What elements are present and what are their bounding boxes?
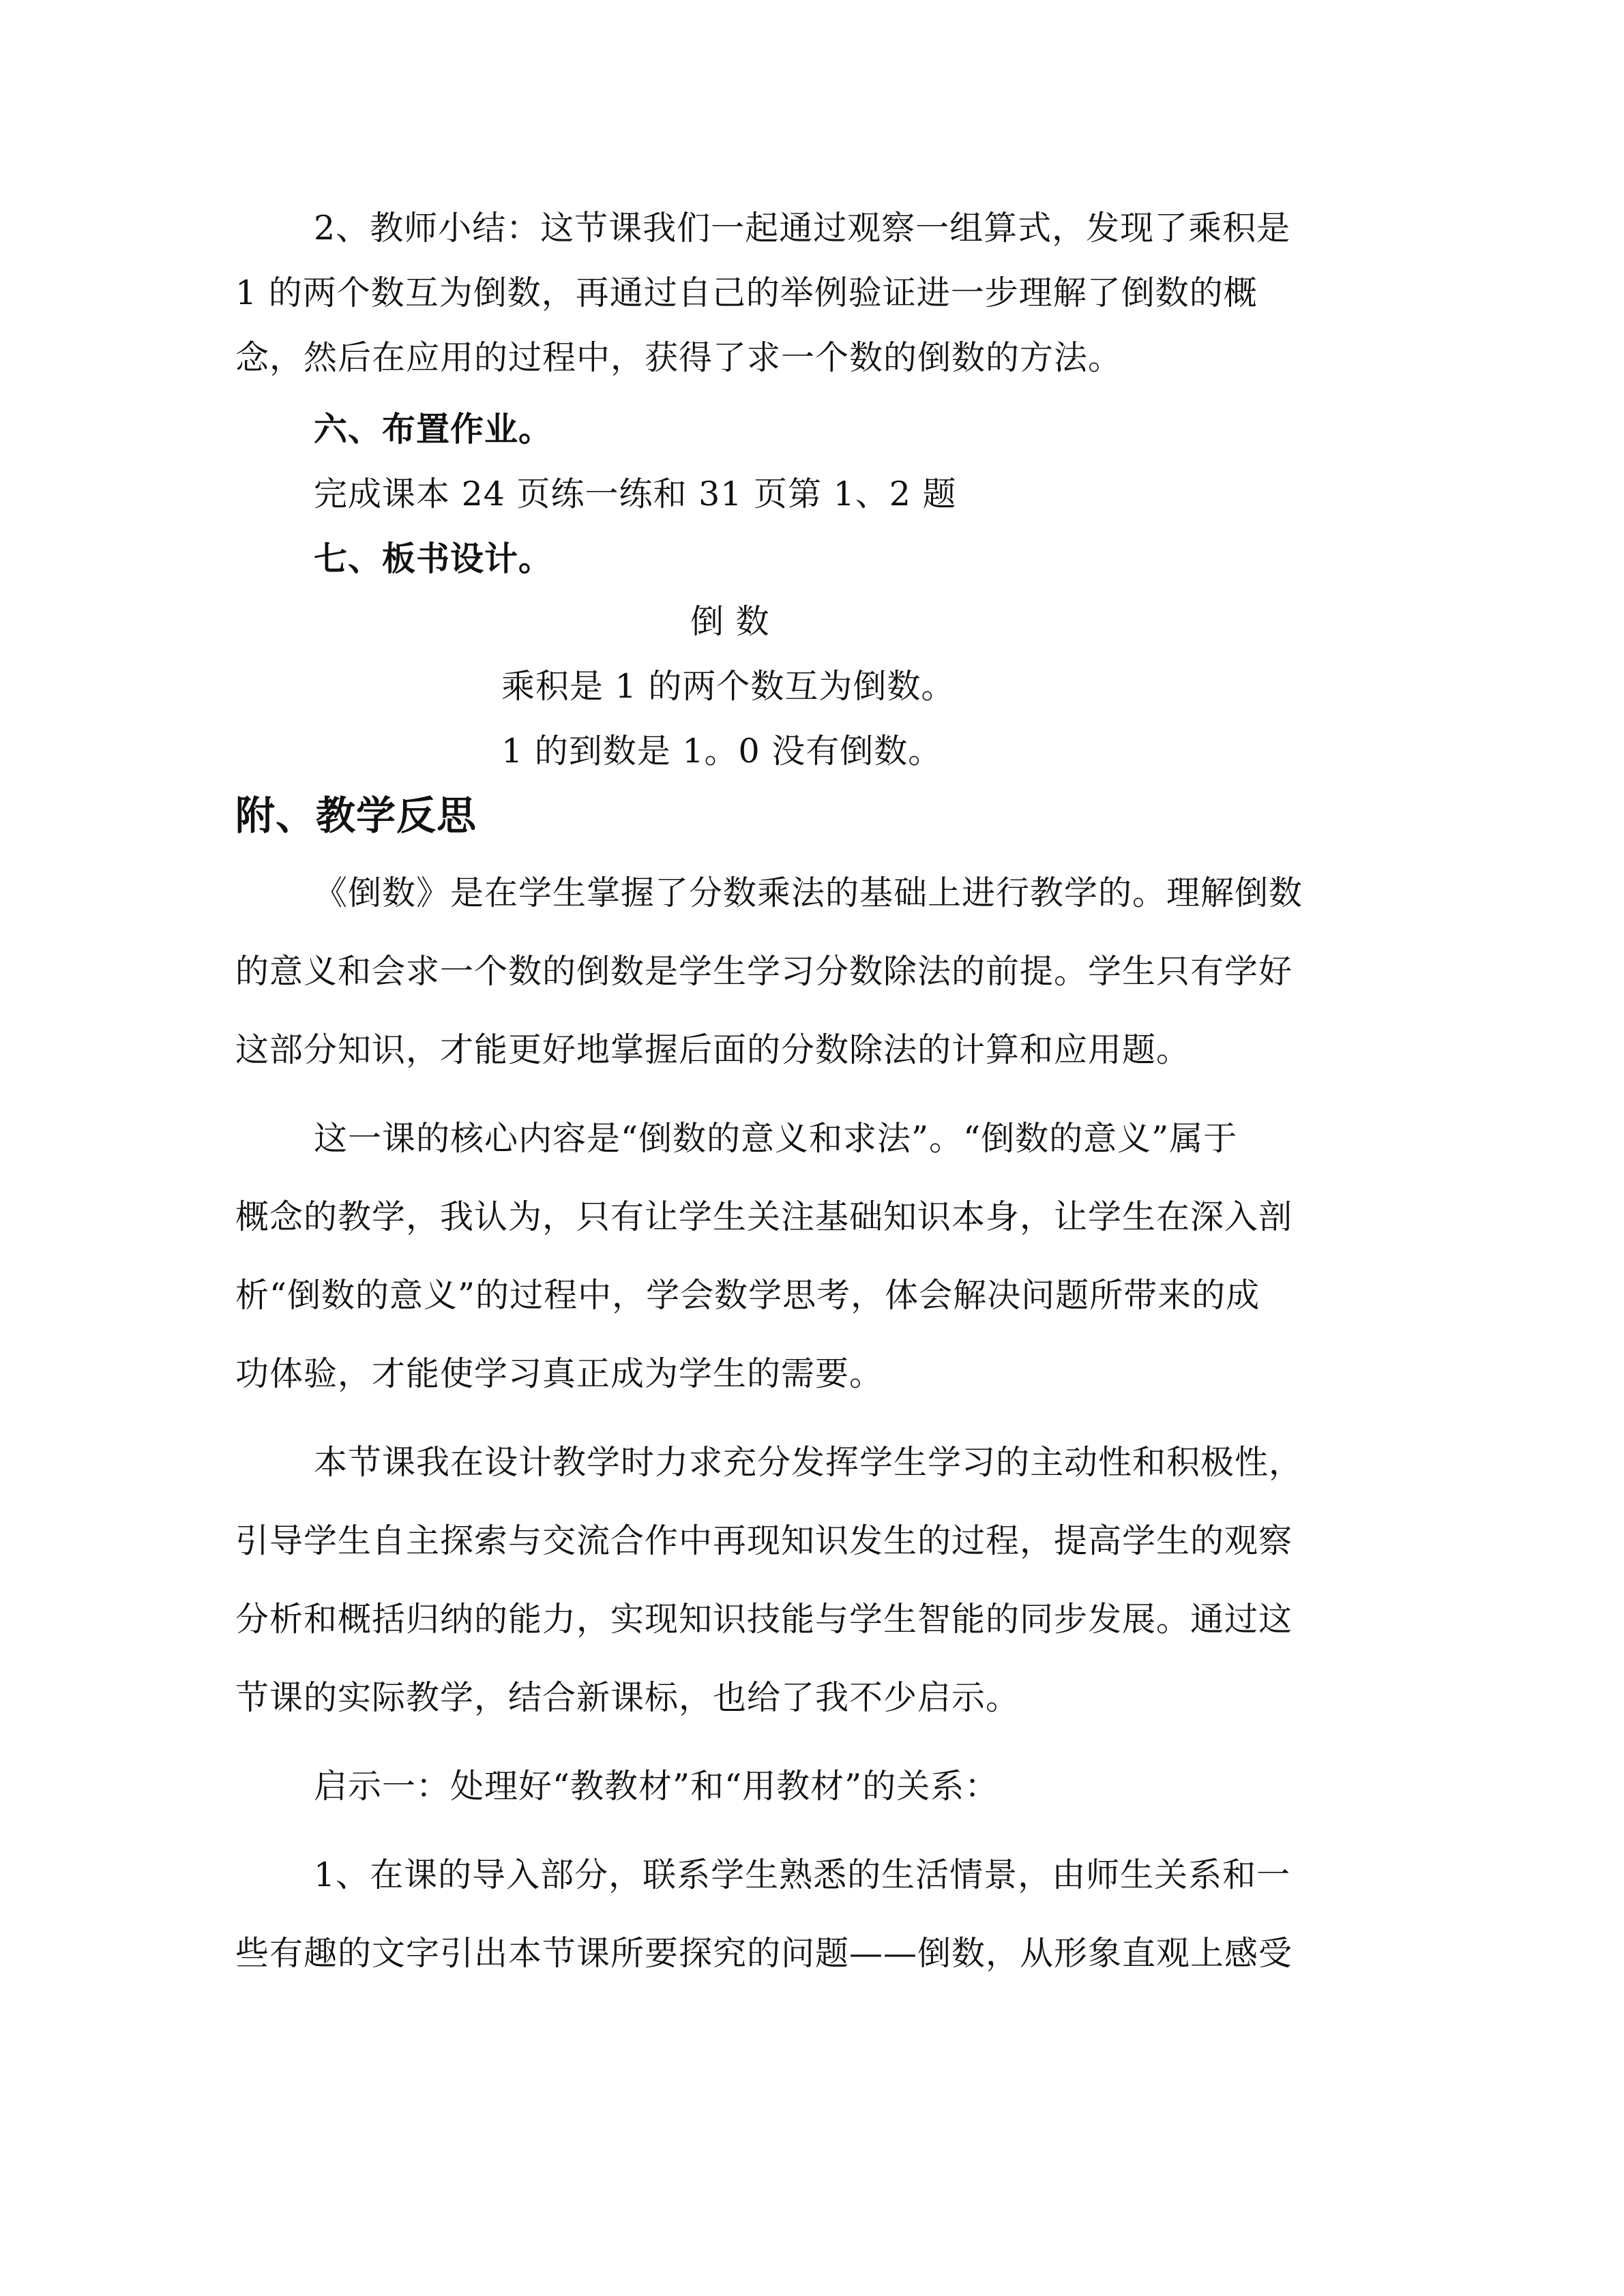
reflection-p2-line-1: 这一课的核心内容是“倒数的意义和求法”。“倒数的意义”属于 [314,1119,1238,1158]
reflection-p3-line-3: 分析和概括归纳的能力，实现知识技能与学生智能的同步发展。通过这 [235,1600,1293,1639]
summary-line-1: 2、教师小结：这节课我们一起通过观察一组算式，发现了乘积是 [314,209,1291,248]
homework-text: 完成课本 24 页练一练和 31 页第 1、2 题 [314,475,957,513]
reflection-p3-line-2: 引导学生自主探索与交流合作中再现知识发生的过程，提高学生的观察 [235,1521,1293,1560]
homework-heading: 六、布置作业。 [314,410,553,449]
reflection-p1-line-3: 这部分知识，才能更好地掌握后面的分数除法的计算和应用题。 [235,1030,1191,1069]
reflection-p2-line-4: 功体验，才能使学习真正成为学生的需要。 [235,1354,884,1393]
reflection-p2-line-3: 析“倒数的意义”的过程中，学会数学思考，体会解决问题所带来的成 [235,1276,1260,1315]
board-line-1: 乘积是 1 的两个数互为倒数。 [501,667,956,706]
reflection-p3-line-4: 节课的实际教学，结合新课标，也给了我不少启示。 [235,1678,1020,1717]
board-heading: 七、板书设计。 [314,539,553,578]
reflection-p3-line-1: 本节课我在设计教学时力求充分发挥学生学习的主动性和积极性， [314,1443,1303,1482]
insight1-line-2: 些有趣的文字引出本节课所要探究的问题——倒数，从形象直观上感受 [235,1934,1293,1973]
reflection-p1-line-2: 的意义和会求一个数的倒数是学生学习分数除法的前提。学生只有学好 [235,952,1293,991]
reflection-p1-line-1: 《倒数》是在学生掌握了分数乘法的基础上进行教学的。理解倒数 [314,874,1303,912]
reflection-p2-line-2: 概念的教学，我认为，只有让学生关注基础知识本身，让学生在深入剖 [235,1197,1293,1236]
insight1-title: 启示一：处理好“教教材”和“用教材”的关系： [314,1767,999,1806]
summary-line-3: 念，然后在应用的过程中，获得了求一个数的倒数的方法。 [235,338,1123,377]
board-title: 倒 数 [690,602,770,641]
summary-line-2: 1 的两个数互为倒数，再通过自己的举例验证进一步理解了倒数的概 [235,273,1258,312]
reflection-heading: 附、教学反思 [235,792,477,839]
board-line-2: 1 的到数是 1。0 没有倒数。 [501,732,943,771]
insight1-line-1: 1、在课的导入部分，联系学生熟悉的生活情景，由师生关系和一 [314,1855,1291,1894]
